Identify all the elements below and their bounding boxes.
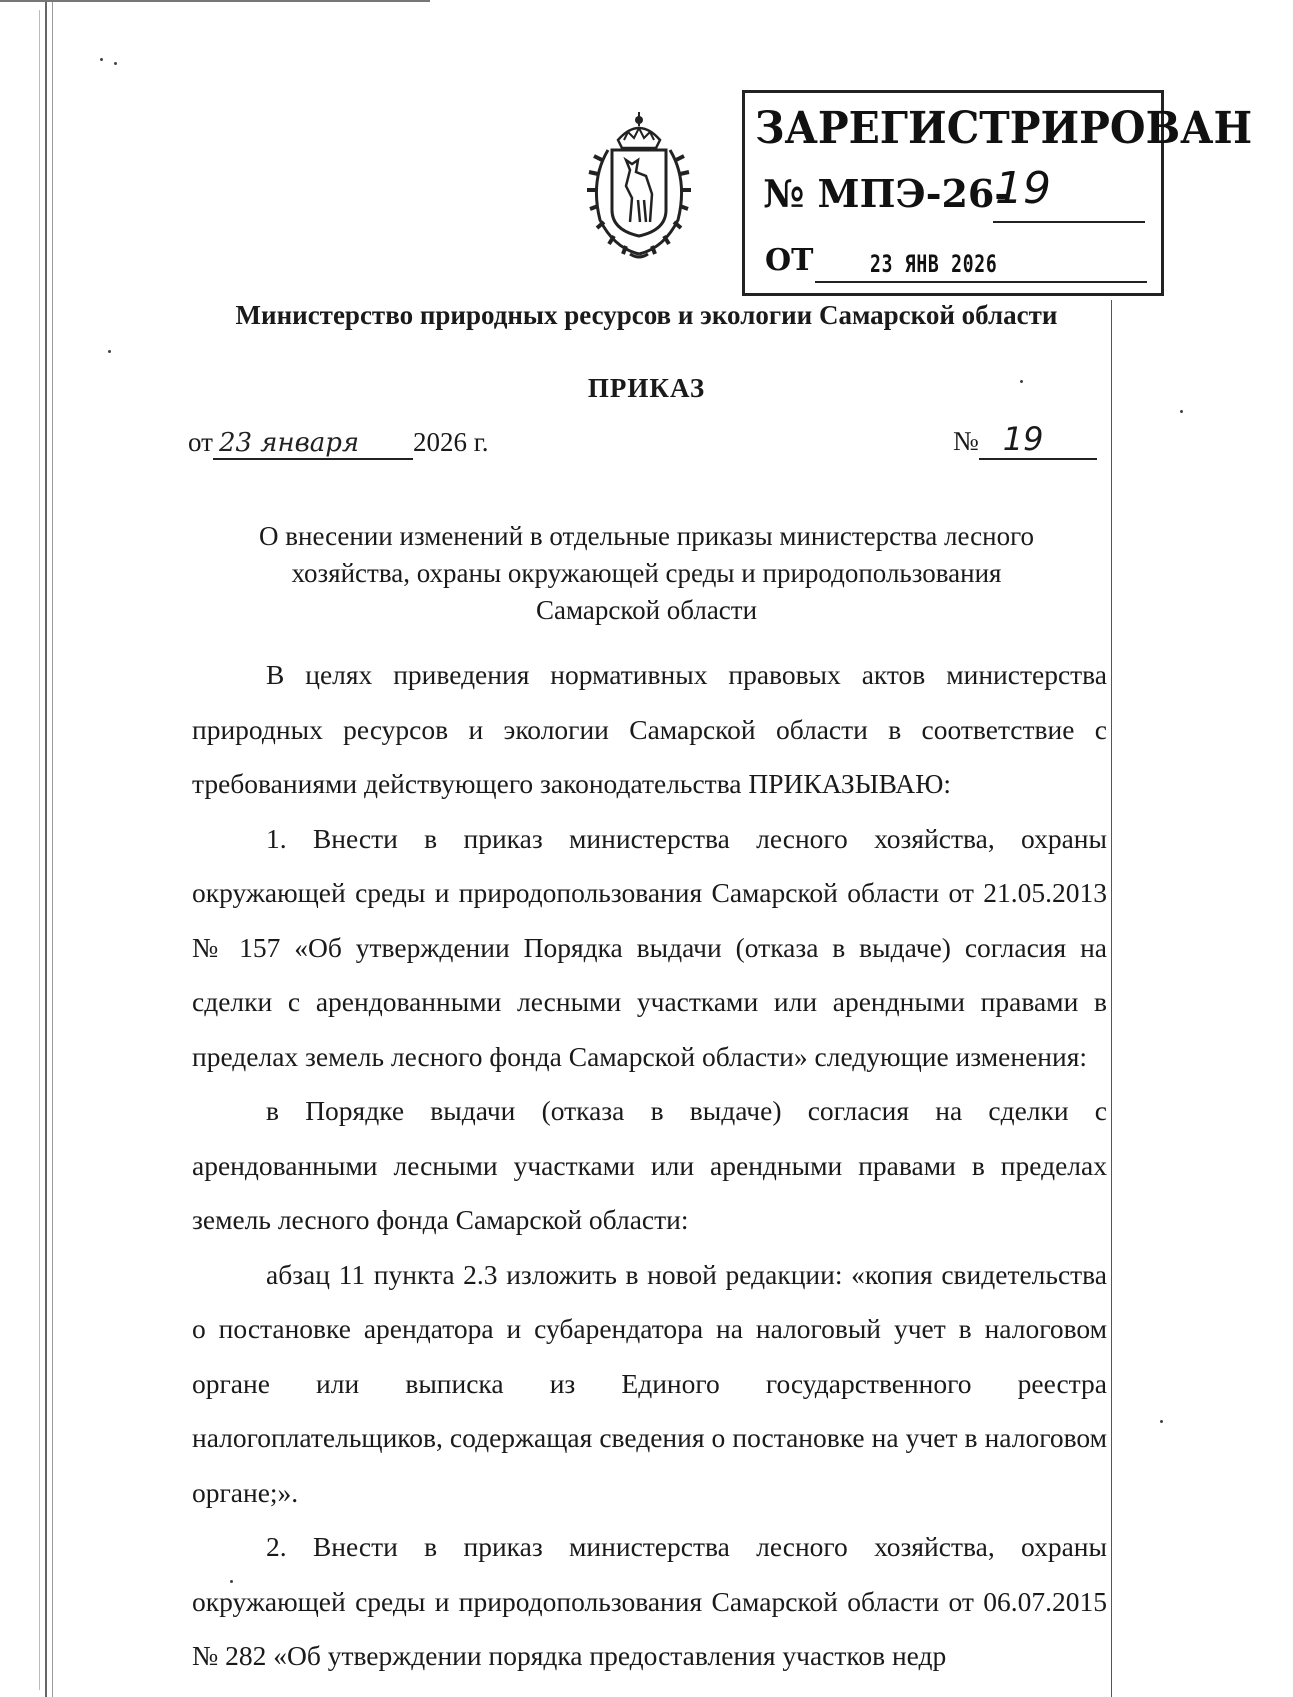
registration-stamp (742, 90, 1253, 296)
stamp-number-prefix: № МПЭ-26- (763, 171, 1011, 216)
scan-margin-line (39, 10, 40, 1690)
stamp-date-label: ОТ (765, 243, 814, 278)
stamp-number-underline (993, 221, 1145, 223)
order-number-handwritten: 19 (979, 420, 1097, 460)
samara-coat-of-arms-emblem (580, 110, 698, 260)
stamp-date-underline (815, 281, 1147, 283)
item-1-subparagraph: в Порядке выдачи (отказа в выдаче) согласия на сделки с арендованными лесными участками или арендными правами в пределах земель лесного фонда Самарской области: (192, 1095, 1107, 1235)
order-date-handwritten: 23 января (213, 428, 413, 460)
scan-margin-line (52, 0, 53, 1697)
subject-line: Самарской области (535, 595, 758, 625)
stamp-title: ЗАРЕГИСТРИРОВАН (755, 103, 1253, 154)
scan-margin-line (45, 0, 47, 1697)
order-date-prefix: от (188, 427, 213, 457)
order-body (192, 648, 1107, 1684)
scan-top-line (0, 0, 430, 2)
ministry-name: Министерство природных ресурсов и экологии Самарской области (235, 300, 1058, 330)
item-2-paragraph: 2. Внести в приказ министерства лесного хозяйства, охраны окружающей среды и природопользования Самарской области от 06.07.2015 № 282 «Об утверждении порядка предоставления участков недр (192, 1531, 1107, 1671)
item-1-subparagraph-2: абзац 11 пункта 2.3 изложить в новой редакции: «копия свидетельства о постановке арендатора и субарендатора на налоговый учет в налоговом органе или выписка из Единого государственного реестра налогоплательщиков, содержащая сведения о постановке на учет в налоговом органе;». (192, 1258, 1107, 1508)
order-date-suffix: 2026 г. (412, 427, 489, 457)
subject-line: О внесении изменений в отдельные приказы министерства лесного (259, 521, 1034, 551)
scan-right-line (1111, 300, 1112, 1697)
stamp-number-handwritten: 19 (995, 163, 1051, 214)
order-subject (0, 518, 1293, 629)
scan-speck (100, 58, 103, 61)
order-number (953, 420, 1097, 460)
subject-line: хозяйства, охраны окружающей среды и природопользования (291, 558, 1002, 588)
scan-speck (1160, 1420, 1163, 1423)
preamble-paragraph: В целях приведения нормативных правовых актов министерства природных ресурсов и экологии Самарской области в соответствие с требованиями действующего законодательства ПРИКАЗЫВАЮ: (192, 659, 1107, 799)
scan-speck (1180, 410, 1183, 413)
document-type-title: ПРИКАЗ (587, 373, 706, 403)
scan-speck (114, 62, 117, 65)
item-1-paragraph: 1. Внести в приказ министерства лесного хозяйства, охраны окружающей среды и природопользования Самарской области от 21.05.2013 № 157 «Об утверждении Порядка выдачи (отказа в выдаче) согласия на сделки с арендованными лесными участками или арендными правами в пределах земель лесного фонда Самарской области» следующие изменения: (192, 822, 1107, 1072)
order-date (188, 427, 488, 460)
order-number-label: № (953, 426, 979, 456)
stamp-date-value: 23 ЯНВ 2026 (870, 250, 998, 278)
scan-speck (108, 350, 111, 353)
